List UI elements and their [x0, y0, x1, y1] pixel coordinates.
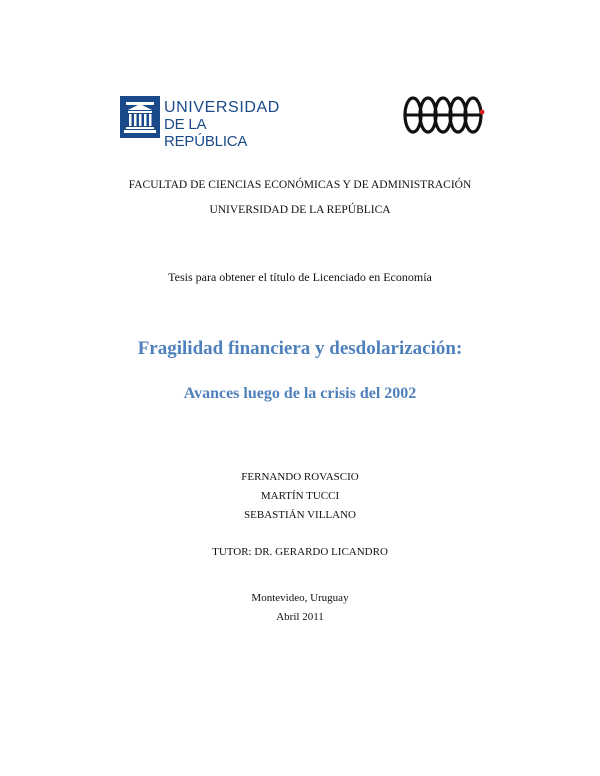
ccee-logo-icon	[403, 94, 485, 136]
author-name: SEBASTIÁN VILLANO	[244, 509, 356, 521]
tutor-name: TUTOR: DR. GERARDO LICANDRO	[212, 546, 388, 558]
document-subtitle: Avances luego de la crisis del 2002	[183, 385, 417, 402]
university-emblem-icon	[120, 96, 160, 138]
author-name: MARTÍN TUCCI	[260, 490, 340, 502]
udelar-logo	[120, 96, 280, 150]
udelar-wordmark	[164, 99, 280, 150]
university-name: UNIVERSIDAD DE LA REPÚBLICA	[209, 204, 391, 216]
author-name: FERNANDO ROVASCIO	[241, 471, 359, 483]
udelar-wordmark-line2: DE LA REPÚBLICA	[164, 116, 248, 150]
udelar-wordmark-line1: UNIVERSIDAD	[164, 99, 280, 116]
faculty-name: FACULTAD DE CIENCIAS ECONÓMICAS Y DE ADMINISTRACIÓN	[128, 179, 472, 191]
thesis-note: Tesis para obtener el título de Licenciado en Economía	[168, 270, 432, 284]
place: Montevideo, Uruguay	[251, 592, 349, 604]
date: Abril 2011	[276, 611, 324, 623]
document-title: Fragilidad financiera y desdolarización:	[137, 338, 463, 359]
